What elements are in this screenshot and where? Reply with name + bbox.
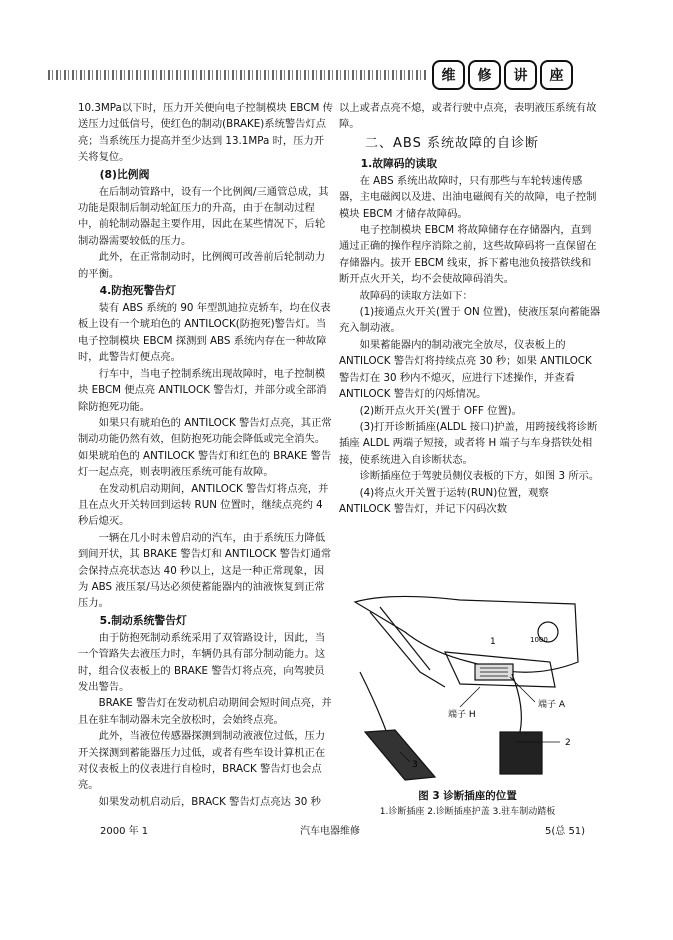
figure-small-label: 1000 (530, 636, 548, 644)
badge-4: 座 (540, 60, 573, 90)
section-badges (432, 60, 573, 90)
paragraph-left-12: BRAKE 警告灯在发动机启动期间会短时间点亮，并且在驻车制动器未完全放松时，会始终点亮。 (78, 697, 332, 726)
paragraph-left-5: 装有 ABS 系统的 90 年型凯迪拉克轿车，均在仪表板上设有一个琥珀色的 ANTILOCK(防抱死)警告灯。当电子控制模块 EBCM 探测到 ABS 系统内存在一种故障时，此警告灯便点亮。 (78, 302, 331, 364)
paragraph-left-8: 在发动机启动期间，ANTILOCK 警告灯将点亮，并且在点火开关转回到运转 RUN 位置时，继续点亮约 4 秒后熄灭。 (78, 482, 329, 528)
paragraph-right-7: 如果蓄能器内的制动液完全放尽，仪表板上的 ANTILOCK 警告灯将持续点亮 30 秒；如果 ANTILOCK 警告灯在 30 秒内不熄灭，应进行下述操作，并查看 ANTILOCK 警告灯的闪烁情况。 (339, 338, 592, 401)
badge-3: 讲 (504, 60, 537, 90)
paragraph-right-10: 诊断插座位于驾驶员侧仪表板的下方，如图 3 所示。 (359, 470, 600, 483)
paragraph-right-6: (1)接通点火开关(置于 ON 位置)，使液压泵向蓄能器充入制动液。 (339, 306, 601, 335)
paragraph-left-7: 如果只有琥珀色的 ANTILOCK 警告灯点亮，其正常制动功能仍然有效，但防抱死功能会降低或完全消失。如果琥珀色的 ANTILOCK 警告灯和红色的 BRAKE 警告灯一起点亮，则表明液压系统可能有故障。 (78, 416, 332, 479)
figure-number-3: 3 (412, 760, 418, 770)
paragraph-left-13: 此外，当液位传感器探测到制动液液位过低，压力开关探测到蓄能器压力过低，或者有些车设计算机正在对仪表板上的仪表进行自检时，BRACK 警告灯也会点亮。 (78, 730, 326, 792)
badge-1: 维 (432, 60, 465, 90)
parking-brake-pedal (365, 730, 435, 780)
paragraph-left-14: 如果发动机启动后，BRACK 警告灯点亮达 30 秒 (98, 795, 321, 808)
paragraph-left-2: 在后制动管路中，设有一个比例阀/三通管总成，其功能是限制后制动轮缸压力的升高，由于在制动过程中，前轮制动器起主要作用，因此在某些情况下，后轮制动器需要较低的压力。 (78, 185, 329, 247)
heading-left-1: (8)比例阀 (99, 167, 150, 181)
paragraph-right-8: (2)断开点火开关(置于 OFF 位置)。 (359, 404, 522, 417)
diagnostic-connector-figure (350, 592, 585, 782)
heading-right-1: 二、ABS 系统故障的自诊断 (365, 135, 539, 151)
footer-page: 5(总 51) (545, 826, 586, 837)
figure-caption: 图 3 诊断插座的位置 (418, 790, 517, 802)
connector-cover (500, 732, 542, 774)
footer-issue: 2000 年 1 (100, 826, 149, 837)
paragraph-right-0: 以上或者点亮不熄，或者行驶中点亮，表明液压系统有故障。 (339, 102, 597, 131)
heading-left-10: 5.制动系统警告灯 (99, 613, 187, 627)
paragraph-right-9: (3)打开诊断插座(ALDL 接口)护盖，用跨接线将诊断插座 ALDL 两端子短接，或者将 H 端子与车身搭铁处相接，使系统进入自诊断状态。 (339, 420, 598, 466)
terminal-a-label: 端子 A (538, 700, 566, 710)
left-column (78, 100, 333, 810)
paragraph-right-4: 电子控制模块 EBCM 将故障储存在存储器内，直到通过正确的操作程序消除之前，这些故障码将一直保留在存储器内。拔开 EBCM 线束，拆下蓄电池负接搭铁线和断开点火开关，均不会使故障码消失。 (339, 224, 597, 286)
paragraph-right-3: 在 ABS 系统出故障时，只有那些与车轮转速传感器，主电磁阀以及进、出油电磁阀有关的故障，电子控制模块 EBCM 才储存故障码。 (339, 174, 597, 220)
paragraph-left-6: 行车中，当电子控制系统出现故障时，电子控制模块 EBCM 便点亮 ANTILOCK 警告灯，并部分或全部消除防抱死功能。 (78, 367, 327, 413)
figure-number-2: 2 (565, 738, 571, 748)
decorative-header-border (48, 70, 428, 80)
paragraph-left-11: 由于防抱死制动系统采用了双管路设计，因此，当一个管路失去液压力时，车辆仍具有部分制动能力。这时，组合仪表板上的 BRAKE 警告灯将点亮，向驾驶员发出警告。 (78, 631, 326, 693)
heading-right-2: 1.故障码的读取 (360, 156, 437, 170)
figure-legend: 1.诊断插座 2.诊断插座护盖 3.驻车制动踏板 (379, 807, 556, 817)
right-column (339, 100, 601, 517)
paragraph-left-0: 10.3MPa以下时，压力开关便向电子控制模块 EBCM 传送压力过低信号，使红色的制动(BRAKE)系统警告灯点亮；当系统压力提高并至少达到 13.1MPa 时，压力开关将复位。 (78, 102, 333, 164)
paragraph-right-5: 故障码的读取方法如下： (359, 289, 473, 302)
paragraph-right-11: (4)将点火开关置于运转(RUN)位置，观察 ANTILOCK 警告灯，并记下闪码次数 (339, 486, 549, 515)
cover-leader (512, 674, 521, 732)
footer-journal: 汽车电器维修 (300, 826, 360, 837)
figure-number-1: 1 (490, 637, 496, 647)
paragraph-left-3: 此外，在正常制动时，比例阀可改善前后轮制动力的平衡。 (78, 251, 326, 280)
heading-left-4: 4.防抱死警告灯 (99, 284, 176, 298)
paragraph-left-9: 一辆在几小时未曾启动的汽车，由于系统压力降低到间开状，其 BRAKE 警告灯和 ANTILOCK 警告灯通常会保持点亮状态达 40 秒以上，这是一种正常现象，因为 ABS 液压泵/马达必须使蓄能器内的油液恢复到正常压力。 (78, 531, 332, 610)
badge-2: 修 (468, 60, 501, 90)
terminal-h-label: 端子 H (448, 710, 476, 720)
steering-column (370, 607, 445, 687)
